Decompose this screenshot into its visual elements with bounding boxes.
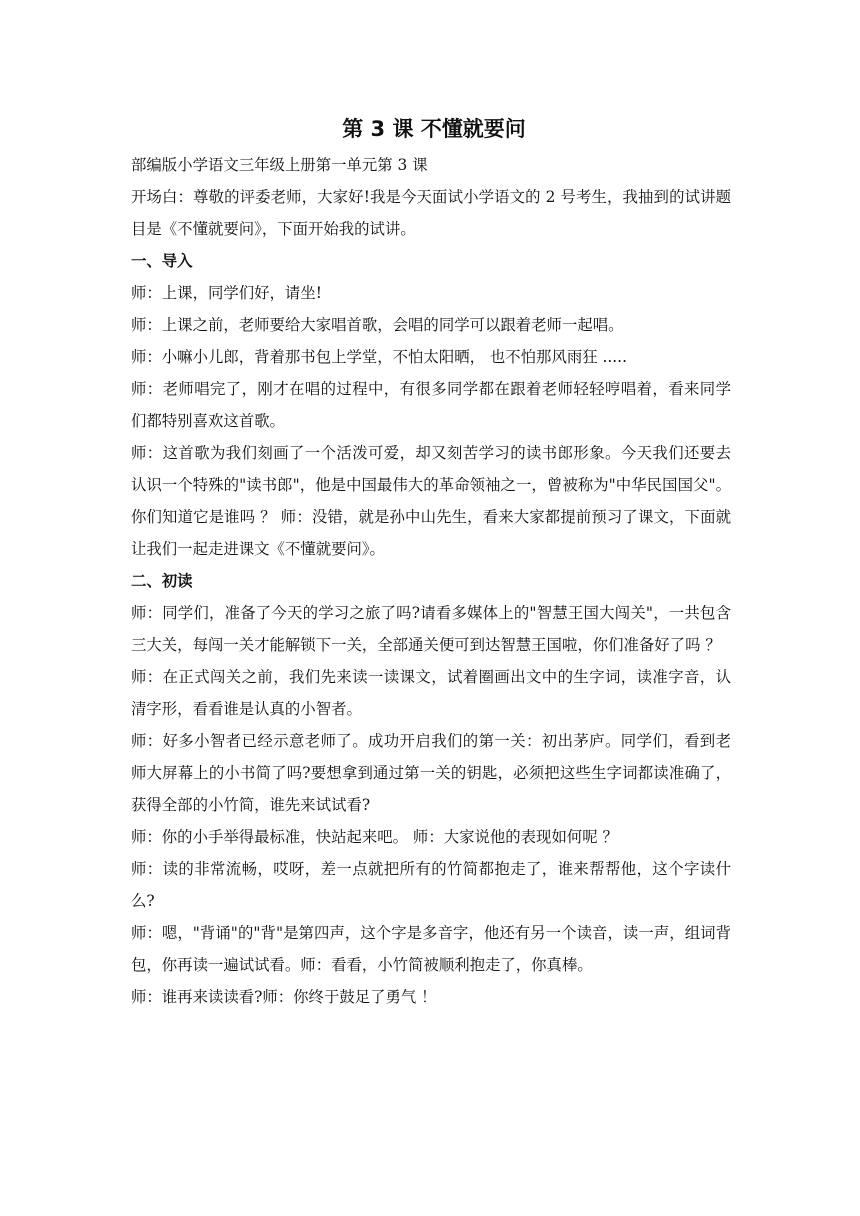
first-reading-paragraph: 师：你的小手举得最标准，快站起来吧。 师：大家说他的表现如何呢 ？ — [131, 828, 618, 846]
opening-paragraph: 开场白：尊敬的评委老师，大家好!我是今天面试小学语文的 2 号考生，我抽到的试讲题目是《不懂就要问》，下面开始我的试讲。 — [131, 188, 731, 238]
intro-paragraph: 师：上课之前，老师要给大家唱首歌，会唱的同学可以跟着老师一起唱。 — [131, 316, 624, 334]
first-reading-paragraph: 师：读的非常流畅，哎呀，差一点就把所有的竹简都抱走了，谁来帮帮他，这个字读什么? — [131, 860, 731, 910]
lesson-subtitle: 部编版小学语文三年级上册第一单元第 3 课 — [131, 156, 428, 174]
first-reading-paragraph: 师：嗯，"背诵"的"背"是第四声，这个字是多音字，他还有另一个读音，读一声，组词背包，你再读一遍试试看。师：看看，小竹简被顺利抱走了，你真棒。 — [131, 924, 731, 974]
intro-paragraph: 师：这首歌为我们刻画了一个活泼可爱，却又刻苦学习的读书郎形象。今天我们还要去认识一个特殊的"读书郎"，他是中国最伟大的革命领袖之一，曾被称为"中华民国国父"。你们知道它是谁吗 ？ 师：没错，就是孙中山先生，看来大家都提前预习了课文，下面就让我们一起走进课文《不懂就要问》。 — [131, 444, 731, 558]
section-heading-first-reading: 二、初读 — [131, 572, 193, 590]
first-reading-paragraph: 师：同学们，准备了今天的学习之旅了吗?请看多媒体上的"智慧王国大闯关"，一共包含三大关，每闯一关才能解锁下一关，全部通关便可到达智慧王国啦，你们准备好了吗 ？ — [131, 604, 731, 654]
first-reading-paragraph: 师：谁再来读读看?师：你终于鼓足了勇气 ！ — [131, 988, 437, 1006]
first-reading-paragraph: 师：好多小智者已经示意老师了。成功开启我们的第一关：初出茅庐。同学们，看到老师大屏幕上的小书简了吗?要想拿到通过第一关的钥匙，必须把这些生字词都读准确了，获得全部的小竹简，谁先来试试看? — [131, 732, 731, 814]
intro-paragraph: 师：小嘛小儿郎，背着那书包上学堂，不怕太阳晒， 也不怕那风雨狂 ..... — [131, 348, 627, 366]
intro-paragraph: 师：老师唱完了，刚才在唱的过程中，有很多同学都在跟着老师轻轻哼唱着，看来同学们都特别喜欢这首歌。 — [131, 380, 731, 430]
lesson-title: 第 3 课 不懂就要问 — [342, 117, 526, 141]
document-body — [131, 113, 731, 1013]
intro-paragraph: 师：上课，同学们好，请坐! — [131, 284, 322, 302]
section-heading-intro: 一、导入 — [131, 252, 193, 270]
first-reading-paragraph: 师：在正式闯关之前，我们先来读一读课文，试着圈画出文中的生字词，读准字音，认清字形，看看谁是认真的小智者。 — [131, 668, 731, 718]
